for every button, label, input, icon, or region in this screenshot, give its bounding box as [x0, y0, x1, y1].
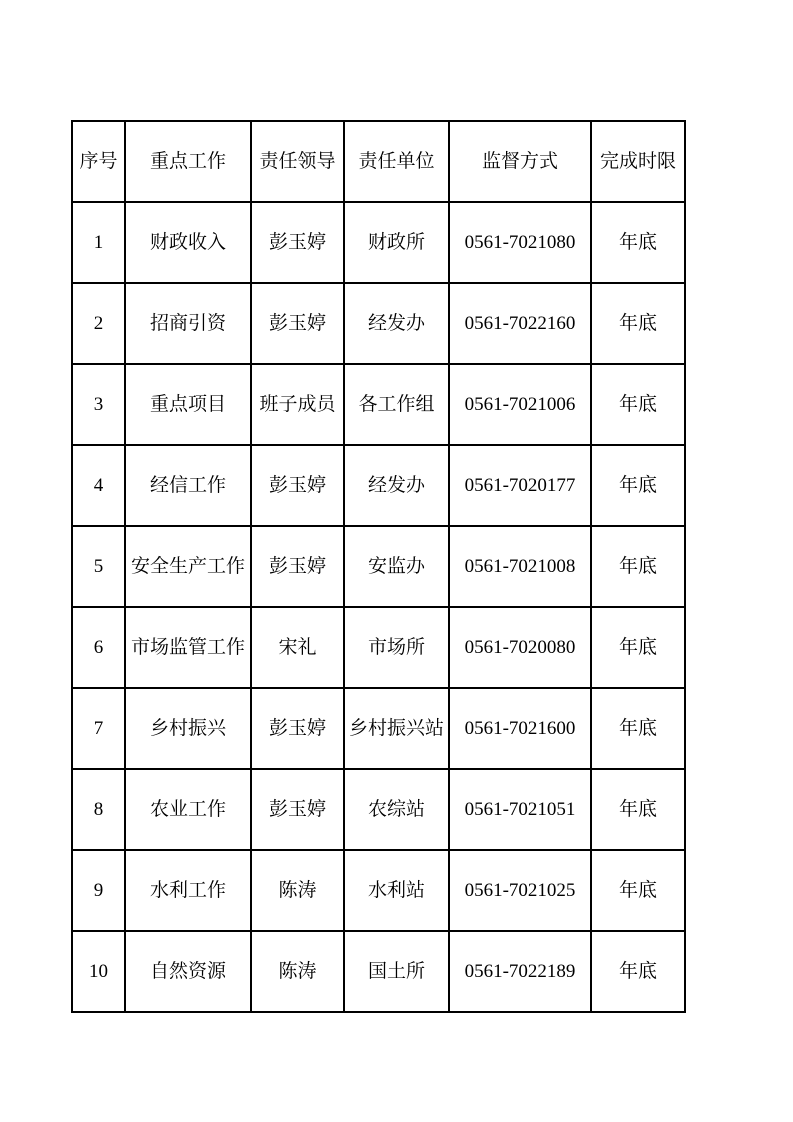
- header-cell-leader: 责任领导: [251, 121, 344, 202]
- cell-contact: 0561-7021006: [449, 364, 591, 445]
- cell-contact: 0561-7020177: [449, 445, 591, 526]
- cell-no: 4: [72, 445, 125, 526]
- cell-leader: 彭玉婷: [251, 202, 344, 283]
- header-cell-deadline: 完成时限: [591, 121, 685, 202]
- cell-work: 重点项目: [125, 364, 251, 445]
- cell-unit: 经发办: [344, 283, 449, 364]
- table-row: [72, 931, 685, 1012]
- cell-work: 财政收入: [125, 202, 251, 283]
- cell-unit: 国土所: [344, 931, 449, 1012]
- header-cell-no: 序号: [72, 121, 125, 202]
- cell-contact: 0561-7021025: [449, 850, 591, 931]
- cell-work: 农业工作: [125, 769, 251, 850]
- cell-contact: 0561-7021080: [449, 202, 591, 283]
- cell-deadline: 年底: [591, 850, 685, 931]
- cell-contact: 0561-7022189: [449, 931, 591, 1012]
- header-row: [72, 121, 685, 202]
- cell-unit: 市场所: [344, 607, 449, 688]
- cell-no: 1: [72, 202, 125, 283]
- table-row: [72, 688, 685, 769]
- table-row: [72, 526, 685, 607]
- cell-leader: 陈涛: [251, 931, 344, 1012]
- cell-no: 8: [72, 769, 125, 850]
- cell-unit: 各工作组: [344, 364, 449, 445]
- cell-leader: 宋礼: [251, 607, 344, 688]
- cell-leader: 陈涛: [251, 850, 344, 931]
- table-row: [72, 283, 685, 364]
- table-row: [72, 769, 685, 850]
- cell-no: 3: [72, 364, 125, 445]
- cell-leader: 彭玉婷: [251, 283, 344, 364]
- cell-work: 安全生产工作: [125, 526, 251, 607]
- cell-unit: 财政所: [344, 202, 449, 283]
- cell-work: 自然资源: [125, 931, 251, 1012]
- header-cell-contact: 监督方式: [449, 121, 591, 202]
- table-row: [72, 607, 685, 688]
- cell-work: 市场监管工作: [125, 607, 251, 688]
- cell-unit: 农综站: [344, 769, 449, 850]
- cell-leader: 彭玉婷: [251, 688, 344, 769]
- cell-leader: 彭玉婷: [251, 445, 344, 526]
- cell-contact: 0561-7022160: [449, 283, 591, 364]
- cell-no: 10: [72, 931, 125, 1012]
- cell-unit: 水利站: [344, 850, 449, 931]
- table-row: [72, 202, 685, 283]
- cell-deadline: 年底: [591, 526, 685, 607]
- cell-unit: 安监办: [344, 526, 449, 607]
- cell-deadline: 年底: [591, 688, 685, 769]
- cell-deadline: 年底: [591, 607, 685, 688]
- table-row: [72, 364, 685, 445]
- cell-leader: 彭玉婷: [251, 526, 344, 607]
- cell-no: 6: [72, 607, 125, 688]
- cell-no: 2: [72, 283, 125, 364]
- cell-work: 经信工作: [125, 445, 251, 526]
- table-row: [72, 445, 685, 526]
- cell-deadline: 年底: [591, 283, 685, 364]
- table-body: [72, 121, 685, 1012]
- cell-leader: 彭玉婷: [251, 769, 344, 850]
- cell-unit: 乡村振兴站: [344, 688, 449, 769]
- cell-work: 招商引资: [125, 283, 251, 364]
- cell-contact: 0561-7020080: [449, 607, 591, 688]
- cell-no: 7: [72, 688, 125, 769]
- cell-contact: 0561-7021600: [449, 688, 591, 769]
- header-cell-work: 重点工作: [125, 121, 251, 202]
- cell-work: 水利工作: [125, 850, 251, 931]
- cell-deadline: 年底: [591, 769, 685, 850]
- cell-deadline: 年底: [591, 931, 685, 1012]
- cell-deadline: 年底: [591, 364, 685, 445]
- cell-work: 乡村振兴: [125, 688, 251, 769]
- header-cell-unit: 责任单位: [344, 121, 449, 202]
- table-row: [72, 850, 685, 931]
- cell-unit: 经发办: [344, 445, 449, 526]
- cell-no: 5: [72, 526, 125, 607]
- cell-deadline: 年底: [591, 445, 685, 526]
- cell-no: 9: [72, 850, 125, 931]
- cell-leader: 班子成员: [251, 364, 344, 445]
- work-table: [71, 120, 686, 1013]
- cell-contact: 0561-7021051: [449, 769, 591, 850]
- cell-contact: 0561-7021008: [449, 526, 591, 607]
- cell-deadline: 年底: [591, 202, 685, 283]
